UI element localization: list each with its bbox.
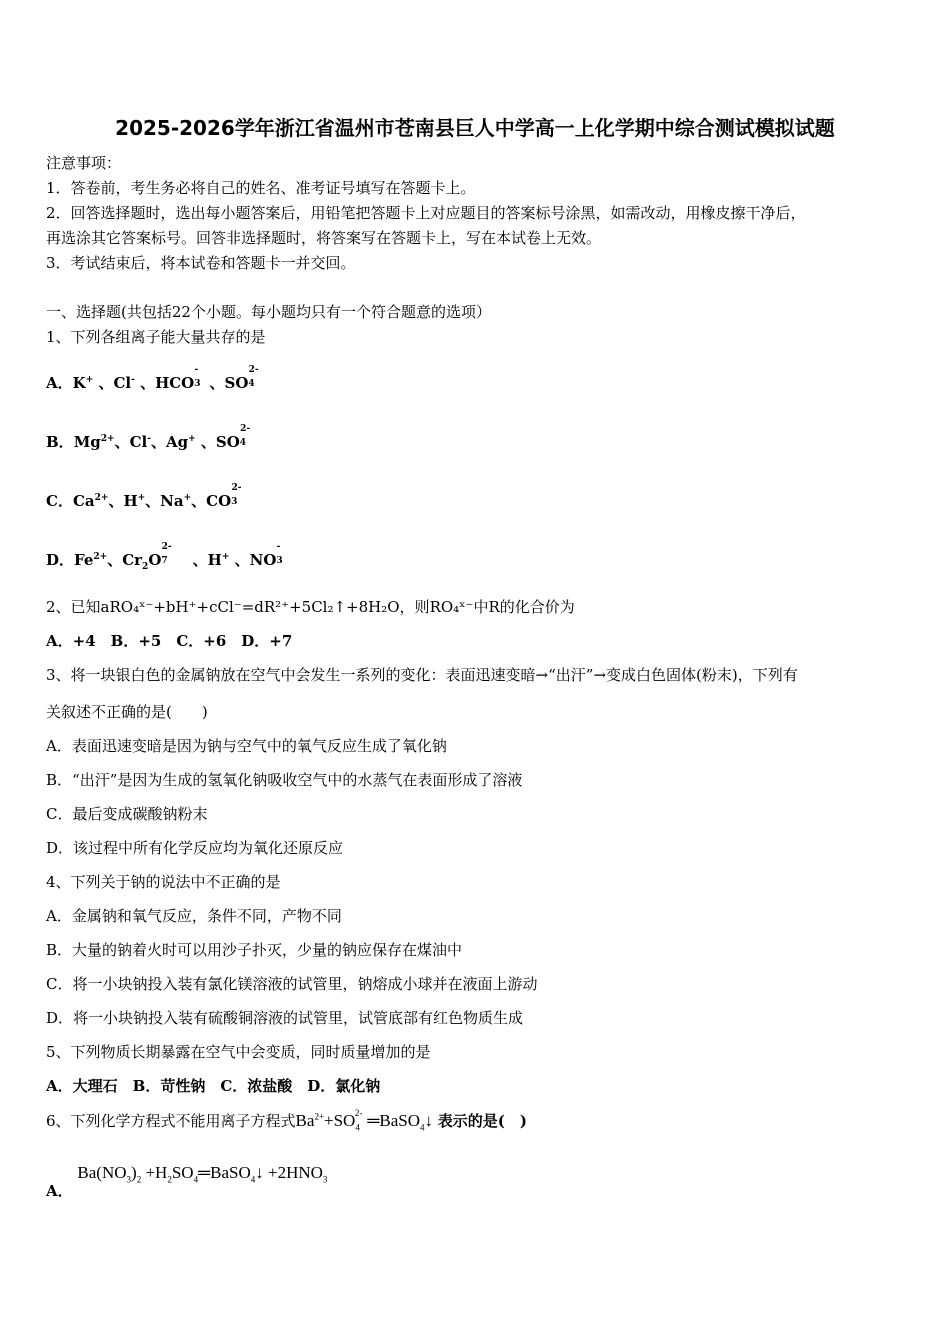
note-item-1: 1．答卷前，考生务必将自己的姓名、准考证号填写在答题卡上。 [46, 179, 476, 197]
q1-option-b: B．$Mg^{2+}$、Cl-、Ag+ 、$SO4^{2-}$ [46, 424, 251, 451]
section-heading: 一、选择题(共包括22个小题。每小题均只有一个符合题意的选项） [46, 303, 491, 321]
q4-option-b: B．大量的钠着火时可以用沙子扑灭，少量的钠应保存在煤油中 [46, 941, 463, 959]
notes-heading: 注意事项： [46, 154, 122, 172]
q3-option-c: C．最后变成碳酸钠粉末 [46, 805, 208, 823]
page-title: 2025-2026学年浙江省温州市苍南县巨人中学高一上化学期中综合测试模拟试题 [115, 116, 835, 140]
q4-stem: 4、下列关于钠的说法中不正确的是 [46, 873, 281, 891]
note-item-2b: 再选涂其它答案标号。回答非选择题时，将答案写在答题卡上，写在本试卷上无效。 [46, 229, 602, 247]
q4-option-a: A．金属钠和氧气反应，条件不同，产物不同 [46, 907, 342, 925]
q6-ionic-equation: $Ba^{2+}+SO_4^{2-}$ ═BaSO$_4$↓ [295, 1108, 434, 1133]
note-item-3: 3．考试结束后，将本试卷和答题卡一并交回。 [46, 254, 356, 272]
q3-option-a: A．表面迅速变暗是因为钠与空气中的氧气反应生成了氧化钠 [46, 737, 447, 755]
q1-stem: 1、下列各组离子能大量共存的是 [46, 328, 266, 346]
q3-stem-line1: 3、将一块银白色的金属钠放在空气中会发生一系列的变化：表面迅速变暗→“出汗”→变成白色固体(粉末)，下列有 [46, 666, 798, 684]
q2-options: A．+4 B．+5 C．+6 D．+7 [46, 632, 293, 650]
note-item-2a: 2．回答选择题时，选出每小题答案后，用铅笔把答题卡上对应题目的答案标号涂黑，如需改动，用橡皮擦干净后， [46, 204, 806, 222]
q1-option-a: A．K+ 、Cl- 、HCO3- 、$SO4^{2-}$ [46, 365, 259, 392]
q1-option-c: C．$Ca^{2+}$、H+、Na+、$CO3^{2-}$ [46, 483, 242, 510]
q4-option-d: D．将一小块钠投入装有硫酸铜溶液的试管里，试管底部有红色物质生成 [46, 1009, 524, 1027]
q2-stem: 2、已知aRO₄ˣ⁻+bH⁺+cCl⁻=dR²⁺+5Cl₂↑+8H₂O，则RO₄ˣ⁻中R的化合价为 [46, 598, 575, 616]
q1-option-d: D．$Fe^{2+}$、$Cr_2O7^{2-}$ 、H+ 、NO3- [46, 542, 283, 572]
q3-option-d: D．该过程中所有化学反应均为氧化还原反应 [46, 839, 344, 857]
q6-option-a: A． $Ba(NO_3)_2$ $+H_2SO_4═BaSO_4↓ +2HNO_3$ [46, 1163, 328, 1200]
q5-options: A．大理石 B．苛性钠 C．浓盐酸 D．氯化钠 [46, 1077, 381, 1095]
q3-option-b: B．“出汗”是因为生成的氢氧化钠吸收空气中的水蒸气在表面形成了溶液 [46, 771, 523, 789]
q6-stem: 6、下列化学方程式不能用离子方程式$Ba^{2+}+SO_4^{2-}$ ═BaSO$_4$↓ 表示的是( ) [46, 1108, 527, 1133]
q3-stem-line2: 关叙述不正确的是( ) [46, 703, 208, 721]
q5-stem: 5、下列物质长期暴露在空气中会变质，同时质量增加的是 [46, 1043, 431, 1061]
q4-option-c: C．将一小块钠投入装有氯化镁溶液的试管里，钠熔成小球并在液面上游动 [46, 975, 538, 993]
